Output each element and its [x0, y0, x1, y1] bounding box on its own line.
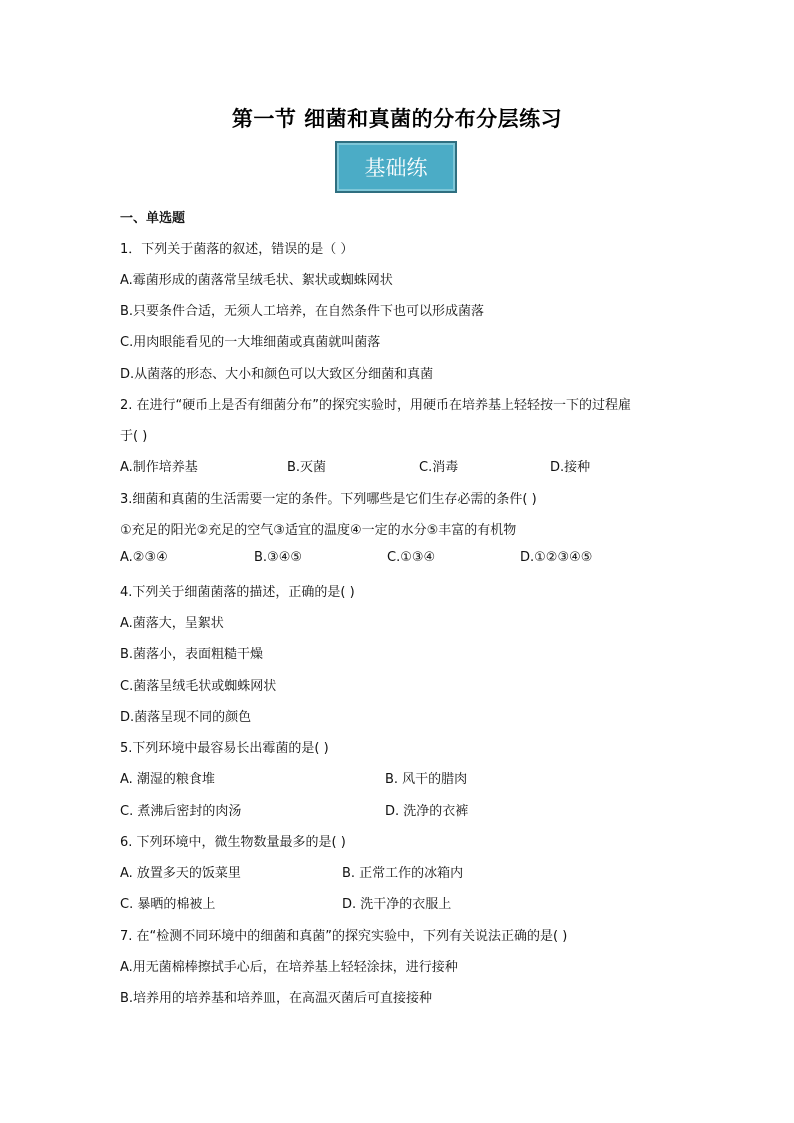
question-1-option-d: D.从菌落的形态、大小和颜色可以大致区分细菌和真菌: [120, 367, 434, 382]
question-3-stem: 3.细菌和真菌的生活需要一定的条件。下列哪些是它们生存必需的条件( ): [120, 492, 537, 507]
question-5-option-c: C. 煮沸后密封的肉汤: [120, 804, 242, 819]
question-4-option-a: A.菌落大，呈絮状: [120, 616, 224, 631]
document-title: 第一节 细菌和真菌的分布分层练习: [231, 107, 563, 131]
question-2-stem-line1: 2. 在进行“硬币上是否有细菌分布”的探究实验时，用硬币在培养基上轻轻按一下的过程雇: [120, 398, 632, 413]
question-4-option-b: B.菌落小，表面粗糙干燥: [120, 647, 264, 662]
section-heading: 一、单选题: [120, 211, 186, 226]
level-badge: 基础练: [335, 141, 457, 193]
question-2-stem-line2: 于( ): [120, 429, 148, 444]
question-6-stem: 6. 下列环境中，微生物数量最多的是( ): [120, 835, 346, 850]
question-7-option-b: B.培养用的培养基和培养皿，在高温灭菌后可直接接种: [120, 991, 433, 1006]
question-5-stem: 5.下列环境中最容易长出霉菌的是( ): [120, 741, 329, 756]
question-1-stem: 1．下列关于菌落的叙述，错误的是（ ）: [120, 242, 354, 257]
question-5-option-a: A. 潮湿的粮食堆: [120, 772, 215, 787]
question-2-option-c: C.消毒: [419, 460, 459, 475]
question-2-option-d: D.接种: [550, 460, 591, 475]
question-3-option-a: A.②③④: [120, 550, 168, 565]
question-1-option-b: B.只要条件合适，无须人工培养，在自然条件下也可以形成菌落: [120, 304, 485, 319]
question-3-option-c: C.①③④: [387, 550, 436, 565]
question-6-option-b: B. 正常工作的冰箱内: [342, 866, 464, 881]
question-2-option-a: A.制作培养基: [120, 460, 198, 475]
question-1-option-a: A.霉菌形成的菌落常呈绒毛状、絮状或蜘蛛网状: [120, 273, 393, 288]
question-7-option-a: A.用无菌棉棒擦拭手心后，在培养基上轻轻涂抹，进行接种: [120, 960, 458, 975]
question-7-stem: 7. 在“检测不同环境中的细菌和真菌”的探究实验中，下列有关说法正确的是( ): [120, 929, 568, 944]
question-4-option-d: D.菌落呈现不同的颜色: [120, 710, 252, 725]
question-6-option-a: A. 放置多天的饭菜里: [120, 866, 241, 881]
question-2-option-b: B.灭菌: [287, 460, 327, 475]
question-3-items: ①充足的阳光②充足的空气③适宜的温度④一定的水分⑤丰富的有机物: [120, 523, 517, 538]
question-3-option-d: D.①②③④⑤: [520, 550, 593, 565]
question-6-option-d: D. 洗干净的衣服上: [342, 897, 452, 912]
question-1-option-c: C.用肉眼能看见的一大堆细菌或真菌就叫菌落: [120, 335, 381, 350]
question-4-option-c: C.菌落呈绒毛状或蜘蛛网状: [120, 679, 277, 694]
question-5-option-b: B. 风干的腊肉: [385, 772, 468, 787]
question-6-option-c: C. 暴晒的棉被上: [120, 897, 216, 912]
question-5-option-d: D. 洗净的衣裤: [385, 804, 469, 819]
question-3-option-b: B.③④⑤: [254, 550, 303, 565]
question-4-stem: 4.下列关于细菌菌落的描述，正确的是( ): [120, 585, 355, 600]
